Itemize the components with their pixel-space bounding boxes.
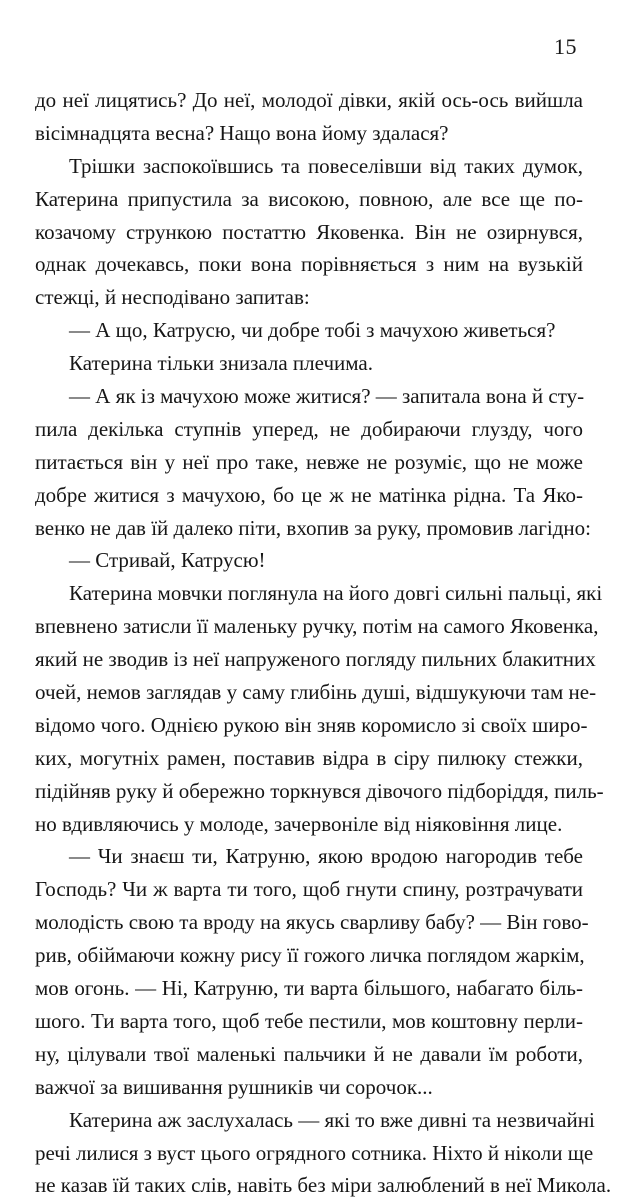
text-line: впевнено затисли її маленьку ручку, потім на самого Яковенка,	[35, 614, 599, 639]
text-line: підійняв руку й обережно торкнувся дівочого підборіддя, пиль-	[35, 778, 604, 803]
text-line: но вдивляючись у молоде, зачервоніле від ніяковіння лице.	[35, 811, 563, 836]
text-line: козачому стрункою постаттю Яковенка. Він не озирнувся,	[35, 219, 583, 244]
text-line: — А що, Катрусю, чи добре тобі з мачухою живеться?	[69, 318, 556, 343]
text-line: мов огонь. — Ні, Катруню, ти варта більшого, набагато біль-	[35, 976, 583, 1001]
text-line: Катерина аж заслухалась — які то вже дивні та незвичайні	[69, 1107, 595, 1132]
text-line: добре житися з мачухою, бо це ж не матінка рідна. Та Яко-	[35, 482, 583, 507]
text-line: Катерина припустила за високою, повною, але все ще по-	[35, 186, 583, 211]
text-line: рив, обіймаючи кожну рису її гожого личка поглядом жаркім,	[35, 943, 585, 968]
text-line: який не зводив із неї напруженого погляду пильних блакитних	[35, 647, 596, 672]
text-line: не казав їй таких слів, навіть без міри залюблений в неї Микола.	[35, 1173, 612, 1198]
text-line: — Стривай, Катрусю!	[69, 548, 266, 573]
text-line: венко не дав їй далеко піти, вхопив за руку, промовив лагідно:	[35, 515, 592, 540]
text-line: — Чи знаєш ти, Катруню, якою вродою нагородив тебе	[69, 844, 583, 869]
text-line: молодість свою та вроду на якусь сварливу бабу? — Він гово-	[35, 910, 589, 935]
text-line: пила декілька ступнів уперед, не добираючи глузду, чого	[35, 416, 583, 441]
text-line: шого. Ти варта того, щоб тебе пестили, мов коштовну перли-	[35, 1008, 583, 1033]
text-line: відомо чого. Однією рукою він зняв коромисло зі своїх широ-	[35, 712, 588, 737]
body-text	[35, 84, 612, 1202]
text-line: — А як із мачухою може житися? — запитала вона й сту-	[69, 384, 585, 409]
text-line: Катерина тільки знизала плечима.	[69, 351, 373, 376]
text-line: вісімнадцята весна? Нащо вона йому здалася?	[35, 120, 449, 145]
text-line: однак дочекавсь, поки вона порівняється з ним на вузькій	[35, 252, 583, 277]
text-line: питається він у неї про таке, невже не розуміє, що не може	[35, 449, 583, 474]
text-line: очей, немов заглядав у саму глибінь душі, відшукуючи там не-	[35, 680, 597, 705]
text-line: Катерина мовчки поглянула на його довгі сильні пальці, які	[69, 581, 603, 606]
text-line: Трішки заспокоївшись та повеселівши від таких думок,	[69, 153, 583, 178]
text-line: стежці, й несподівано запитав:	[35, 285, 310, 310]
text-line: Господь? Чи ж варта ти того, щоб гнути спину, розтрачувати	[35, 877, 583, 902]
text-line: ну, цілували твої маленькі пальчики й не давали їм роботи,	[35, 1041, 583, 1066]
page-number: 15	[554, 34, 577, 59]
text-line: до неї лицятись? До неї, молодої дівки, якій ось-ось вийшла	[35, 88, 583, 112]
text-line: важчої за вишивання рушників чи сорочок...	[35, 1074, 433, 1099]
text-line: ких, могутніх рамен, поставив відра в сіру пилюку стежки,	[35, 745, 583, 770]
text-line: речі лилися з вуст цього огрядного сотника. Ніхто й ніколи ще	[35, 1140, 594, 1165]
